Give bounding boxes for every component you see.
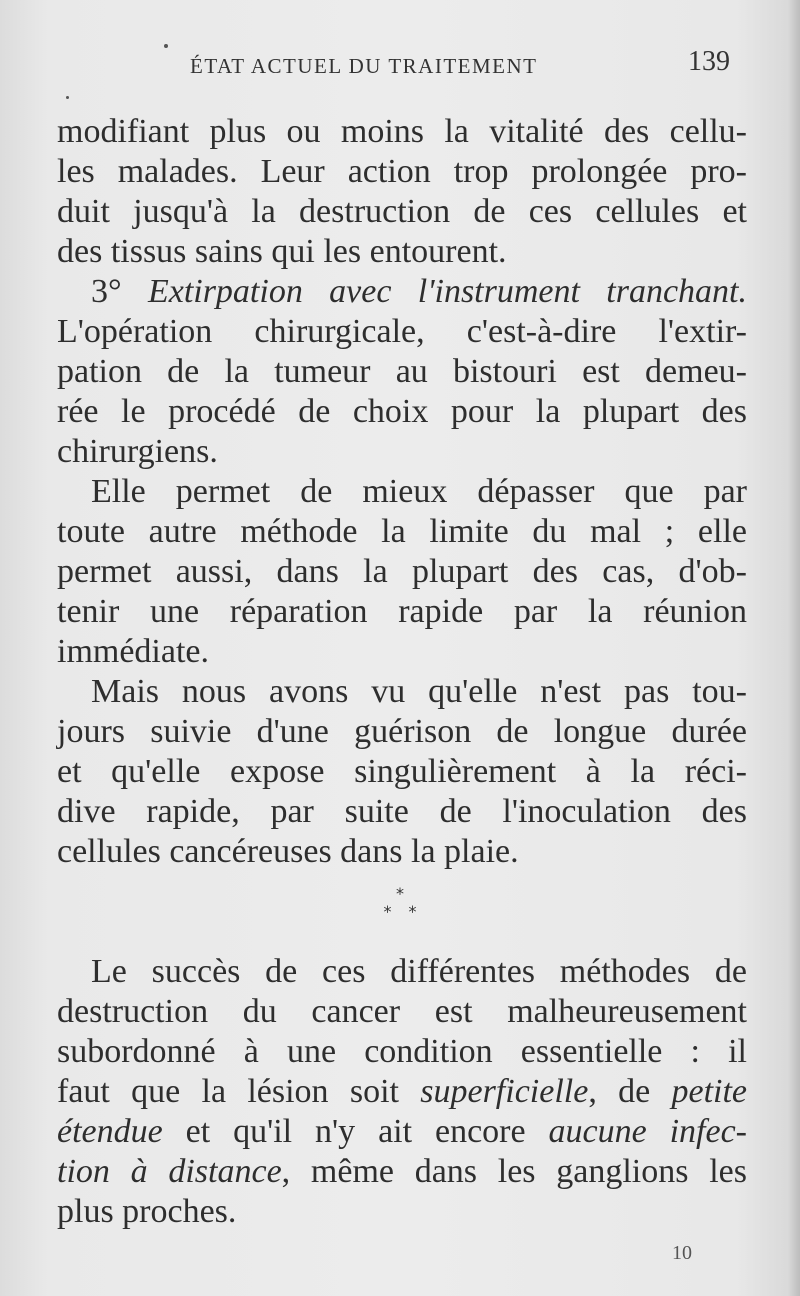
text-line: Mais nous avons vu qu'elle n'est pas tou- [91,673,747,710]
text-line: des tissus sains qui les entourent. [57,233,507,270]
text-line: immédiate. [57,633,210,670]
text-line: Elle permet de mieux dépasser que par [91,473,747,510]
emphasis-petite: petite [671,1073,748,1110]
text-fragment: , même dans les ganglions les [281,1153,747,1190]
text-line: Le succès de ces différentes méthodes de [91,953,747,990]
text-fragment: , de [588,1073,672,1110]
section-number: 3° [91,273,122,310]
text-line: chirurgiens. [57,433,218,470]
text-line: dive rapide, par suite de l'inoculation des [57,793,747,830]
text-line: tenir une réparation rapide par la réunion [57,593,747,630]
section-heading-line [57,272,747,312]
text-line: L'opération chirurgicale, c'est-à-dire l'extir- [57,313,747,350]
text-line: permet aussi, dans la plupart des cas, d'ob- [57,553,747,590]
text-line: et qu'elle expose singulièrement à la réci- [57,753,747,790]
asterism-top: * [396,884,404,903]
running-title: ÉTAT ACTUEL DU TRAITEMENT [190,54,538,78]
text-line [57,1072,747,1112]
text-line: modifiant plus ou moins la vitalité des cellu- [57,113,747,150]
emphasis-aucune-infection: aucune infec- [548,1113,747,1150]
text-line: toute autre méthode la limite du mal ; elle [57,513,747,550]
text-line: jours suivie d'une guérison de longue durée [57,713,747,750]
text-line: rée le procédé de choix pour la plupart des [57,393,747,430]
text-line: subordonné à une condition essentielle : il [57,1033,747,1070]
paragraph-4 [57,672,747,872]
text-line: pation de la tumeur au bistouri est demeu- [57,353,747,390]
text-fragment: faut que la lésion soit [57,1073,421,1110]
section-heading: Extirpation avec l'instrument tranchant. [147,273,747,310]
text-fragment: et qu'il n'y ait encore [162,1113,549,1150]
paragraph-1 [57,112,747,272]
text-line: destruction du cancer est malheureusement [57,993,747,1030]
text-line: duit jusqu'à la destruction de ces cellules et [57,193,747,230]
emphasis-tion-a-distance: tion à distance [57,1153,282,1190]
print-speck [164,44,168,48]
text-line [57,1152,747,1192]
page-number: 139 [688,46,730,77]
asterism-divider [370,885,430,921]
text-line: cellules cancéreuses dans la plaie. [57,833,519,870]
signature-mark: 10 [672,1242,692,1264]
paragraph-2 [57,272,747,472]
page-edge-shadow [788,0,800,1296]
text-line: plus proches. [57,1193,237,1230]
text-line: les malades. Leur action trop prolongée pro- [57,153,747,190]
paragraph-3 [57,472,747,672]
text-line [57,1112,747,1152]
emphasis-superficielle: superficielle [420,1073,589,1110]
emphasis-etendue: étendue [57,1113,163,1150]
asterism-bottom: * * [383,902,423,921]
print-speck [66,96,69,99]
paragraph-5 [57,952,747,1232]
